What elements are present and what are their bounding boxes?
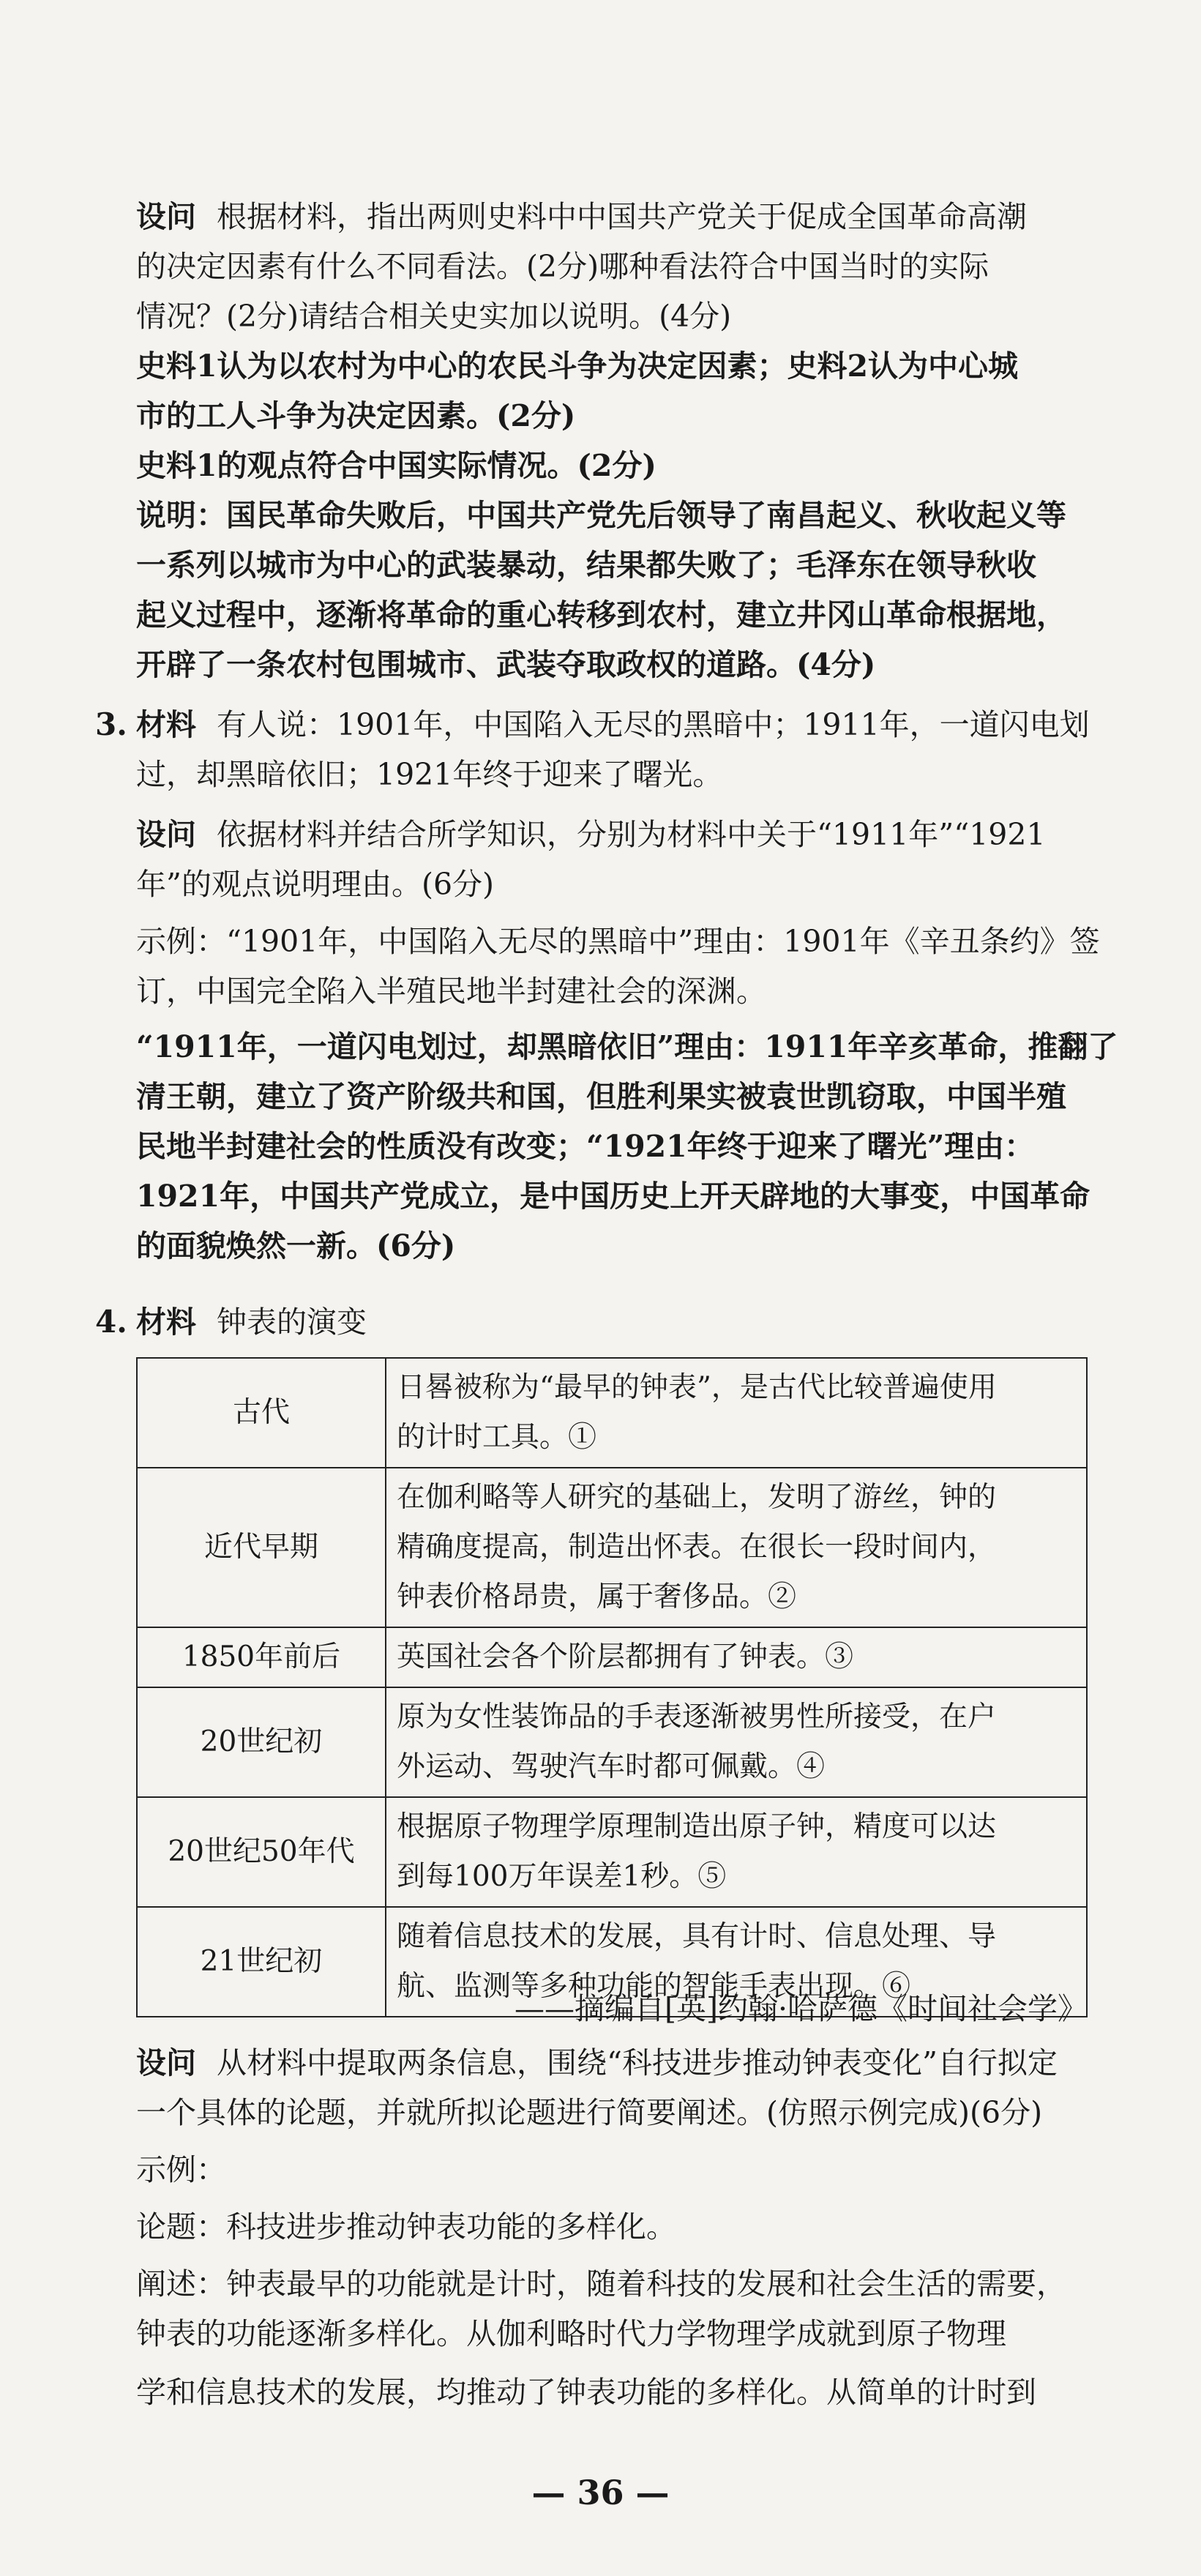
q3-material-line-2: 过，却黑暗依旧；1921年终于迎来了曙光。	[136, 757, 723, 792]
desc-cell	[386, 1468, 1087, 1627]
q4-answer-line-5: 学和信息技术的发展，均推动了钟表功能的多样化。从简单的计时到	[136, 2375, 1036, 2410]
era-cell: 20世纪50年代	[137, 1797, 386, 1907]
table-row	[137, 1468, 1087, 1627]
q2-question-line-3: 情况？(2分)请结合相关史实加以说明。(4分)	[136, 299, 732, 334]
desc-line: 日晷被称为“最早的钟表”，是古代比较普遍使用	[397, 1371, 997, 1404]
desc-line: 外运动、驾驶汽车时都可佩戴。④	[397, 1750, 826, 1783]
q3-number: 3.	[95, 706, 127, 742]
q4-question-text-1: 从材料中提取两条信息，围绕“科技进步推动钟表变化”自行拟定	[217, 2045, 1058, 2080]
q2-answer-line-3: 史料1的观点符合中国实际情况。(2分)	[136, 448, 656, 483]
desc-cell	[386, 1687, 1087, 1797]
q2-question-line-2: 的决定因素有什么不同看法。(2分)哪种看法符合中国当时的实际	[136, 249, 989, 284]
q2-answer-line-5: 一系列以城市为中心的武装暴动，结果都失败了；毛泽东在领导秋收	[136, 548, 1036, 583]
q4-material-label: 材料	[136, 1304, 196, 1340]
q4-question-label: 设问	[136, 2045, 196, 2080]
era-cell: 20世纪初	[137, 1687, 386, 1797]
desc-line: 到每100万年误差1秒。⑤	[397, 1860, 727, 1893]
q3-question-line-2: 年”的观点说明理由。(6分)	[136, 867, 495, 902]
q4-material-line	[136, 1302, 367, 1343]
table-row	[137, 1627, 1087, 1687]
q3-answer-line-2: 订，中国完全陷入半殖民地半封建社会的深渊。	[136, 974, 766, 1009]
q4-number: 4.	[95, 1304, 127, 1340]
era-cell: 21世纪初	[137, 1907, 386, 2017]
q3-answer-line-5: 民地半封建社会的性质没有改变；“1921年终于迎来了曙光”理由：	[136, 1129, 1035, 1164]
desc-line: 航、监测等多种功能的智能手表出现。⑥	[397, 1970, 911, 2003]
desc-cell	[386, 1358, 1087, 1468]
q2-answer-line-7: 开辟了一条农村包围城市、武装夺取政权的道路。(4分)	[136, 647, 876, 682]
table-row	[137, 1687, 1087, 1797]
era-cell: 1850年前后	[137, 1627, 386, 1687]
desc-line: 英国社会各个阶层都拥有了钟表。③	[397, 1640, 854, 1673]
era-cell: 近代早期	[137, 1468, 386, 1627]
q3-material-text-1: 有人说：1901年，中国陷入无尽的黑暗中；1911年，一道闪电划	[217, 707, 1090, 742]
q3-answer-line-3: “1911年，一道闪电划过，却黑暗依旧”理由：1911年辛亥革命，推翻了	[136, 1029, 1118, 1064]
q3-answer-line-7: 的面貌焕然一新。(6分)	[136, 1228, 456, 1263]
q4-answer-line-2: 论题：科技进步推动钟表功能的多样化。	[136, 2209, 676, 2244]
table-row	[137, 1797, 1087, 1907]
q2-question-text-1: 根据材料，指出两则史料中中国共产党关于促成全国革命高潮	[217, 199, 1027, 234]
desc-cell	[386, 1627, 1087, 1687]
desc-line: 的计时工具。①	[397, 1421, 597, 1454]
q3-question-text-1: 依据材料并结合所学知识，分别为材料中关于“1911年”“1921	[217, 817, 1046, 852]
desc-line: 钟表价格昂贵，属于奢侈品。②	[397, 1580, 797, 1613]
table-row	[137, 1358, 1087, 1468]
q2-question-label: 设问	[136, 199, 196, 234]
q4-answer-line-3: 阐述：钟表最早的功能就是计时，随着科技的发展和社会生活的需要，	[136, 2266, 1066, 2301]
q3-answer-line-6: 1921年，中国共产党成立，是中国历史上开天辟地的大事变，中国革命	[136, 1179, 1090, 1214]
q3-question-line-1	[136, 814, 1046, 855]
era-cell: 古代	[137, 1358, 386, 1468]
q3-material-label: 材料	[136, 707, 196, 742]
desc-line: 随着信息技术的发展，具有计时、信息处理、导	[397, 1920, 997, 1953]
page-number: — 36 —	[531, 2473, 670, 2512]
q4-question-line-2: 一个具体的论题，并就所拟论题进行简要阐述。(仿照示例完成)(6分)	[136, 2095, 1043, 2130]
desc-line: 根据原子物理学原理制造出原子钟，精度可以达	[397, 1810, 997, 1843]
q2-question-line-1	[136, 196, 1027, 237]
q3-question-label: 设问	[136, 817, 196, 852]
q2-answer-line-6: 起义过程中，逐渐将革命的重心转移到农村，建立井冈山革命根据地，	[136, 597, 1066, 632]
q3-answer-line-1: 示例：“1901年，中国陷入无尽的黑暗中”理由：1901年《辛丑条约》签	[136, 924, 1100, 959]
q3-answer-line-4: 清王朝，建立了资产阶级共和国，但胜利果实被袁世凯窃取，中国半殖	[136, 1079, 1066, 1114]
q4-material-title: 钟表的演变	[217, 1304, 367, 1340]
desc-cell	[386, 1797, 1087, 1907]
q4-question-line-1	[136, 2042, 1058, 2083]
clock-evolution-table	[136, 1357, 1088, 2017]
q4-answer-line-1: 示例：	[136, 2152, 226, 2187]
q3-material-line-1	[136, 704, 1090, 745]
q2-answer-line-1: 史料1认为以农村为中心的农民斗争为决定因素；史料2认为中心城	[136, 348, 1019, 384]
desc-line: 精确度提高，制造出怀表。在很长一段时间内，	[397, 1531, 997, 1564]
q2-answer-line-4: 说明：国民革命失败后，中国共产党先后领导了南昌起义、秋收起义等	[136, 498, 1066, 533]
q2-answer-line-2: 市的工人斗争为决定因素。(2分)	[136, 398, 576, 433]
desc-line: 原为女性装饰品的手表逐渐被男性所接受，在户	[397, 1700, 997, 1733]
q4-source: ——摘编自[英]约翰·哈萨德《时间社会学》	[514, 1991, 1088, 2026]
q4-answer-line-4: 钟表的功能逐渐多样化。从伽利略时代力学物理学成就到原子物理	[136, 2316, 1006, 2351]
desc-line: 在伽利略等人研究的基础上，发明了游丝，钟的	[397, 1481, 997, 1514]
